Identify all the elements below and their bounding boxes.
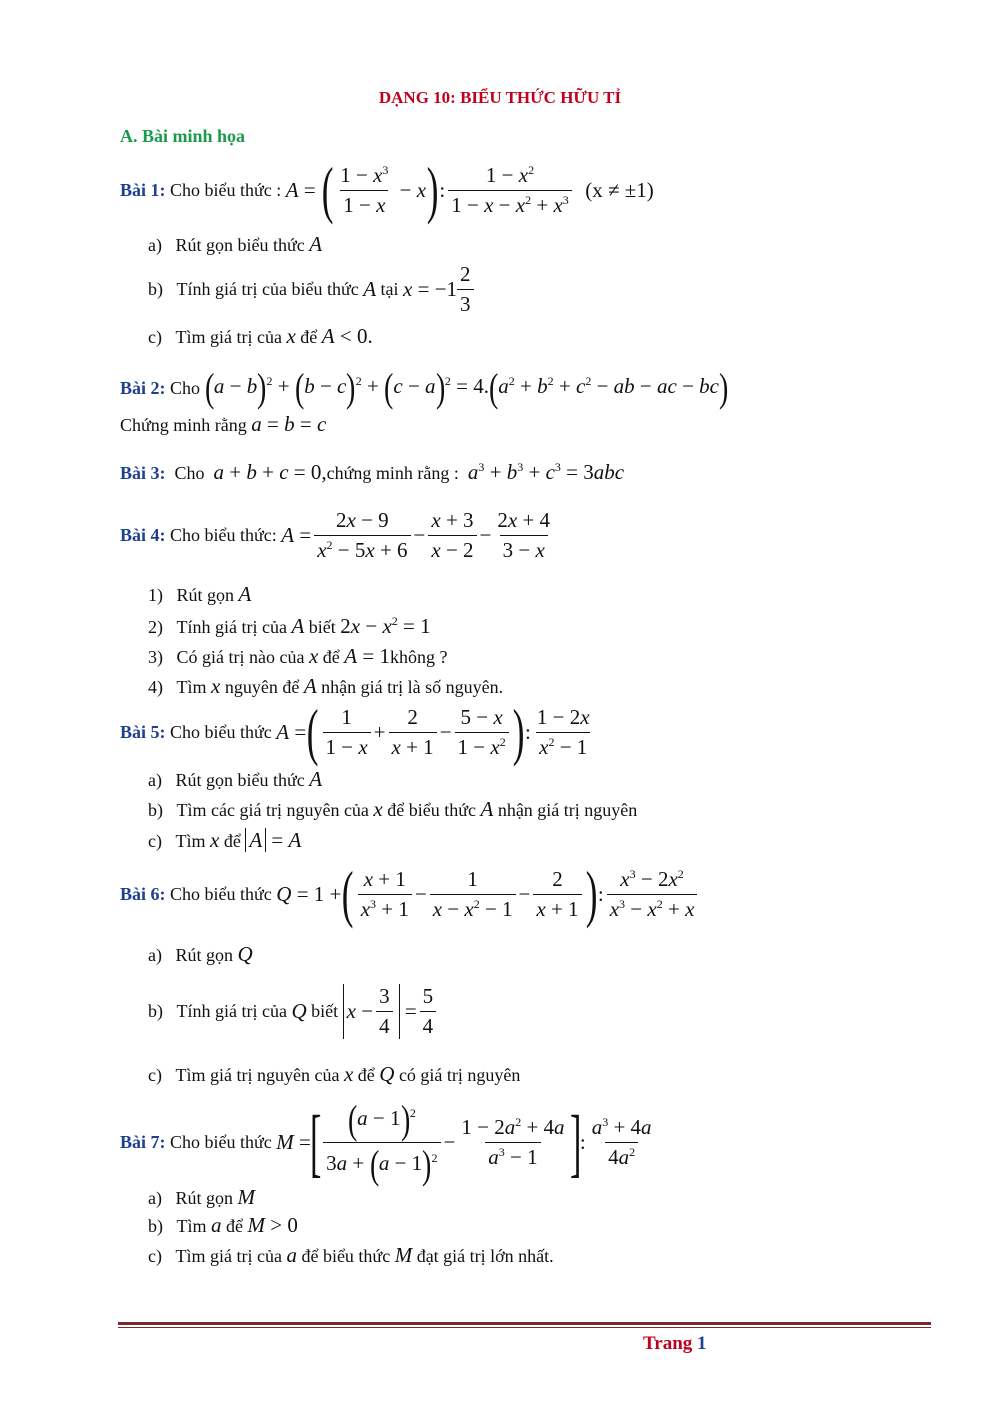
- problem-6: Bài 6: Cho biểu thức Q = 1 + ( $\frac{x + 1}{x^3 + 1}$ − $\frac{1}{x - x^2 - 1}$ − $\frac{2}{x + 1}$ ) : $\frac{x^3 - 2x^2}{x^3 - x^2 + x}$: [120, 862, 700, 926]
- condition-text: (x ≠ ±1): [585, 177, 654, 202]
- sub-item: c) Tìm giá trị của x để A < 0.: [148, 324, 373, 348]
- math-expression: A: [285, 177, 299, 202]
- sub-item: 2) Tính giá trị của A biết $2x - x^2 = 1$: [148, 614, 431, 638]
- sub-item: a) Rút gọn M: [148, 1185, 255, 1209]
- sub-item: 3) Có giá trị nào của x để A = 1không ?: [148, 644, 448, 668]
- math-fraction: $\frac{1 - x^2}{1 - x - x^2 + x^3}$: [448, 163, 572, 218]
- sub-item: b) Tính giá trị của Q biết x − $\frac{3}{4}$ = $\frac{5}{4}$: [148, 984, 439, 1039]
- sub-item: c) Tìm giá trị nguyên của x để Q có giá trị nguyên: [148, 1062, 521, 1086]
- problem-7: Bài 7: Cho biểu thức M = [ $\frac{(a - 1)^2}{3a + (a - 1)^2}$ − $\frac{1 - 2a^2 + 4a}{a^3 - 1}$ ] : $\frac{a^3 + 4a}{4a^2}$: [120, 1097, 652, 1187]
- sub-item: a) Rút gọn biểu thức A: [148, 232, 323, 256]
- sub-item: b) Tìm các giá trị nguyên của x để biểu thức A nhận giá trị nguyên: [148, 797, 638, 821]
- sub-item: b) Tìm a để M > 0: [148, 1213, 298, 1237]
- footer-rule-thin: [118, 1327, 931, 1328]
- sub-item: a) Rút gọn biểu thức A: [148, 767, 323, 791]
- sub-item: c) Tìm giá trị của a để biểu thức M đạt giá trị lớn nhất.: [148, 1243, 554, 1267]
- problem-1: Bài 1: Cho biểu thức : A = ( $\frac{1 - x^3}{1 - x}$ − x ) : $\frac{1 - x^2}{1 - x - x^2 + x^3}$ (x ≠ ±1): [120, 154, 654, 225]
- section-heading: A. Bài minh họa: [120, 126, 246, 146]
- sub-item: c) Tìm x để A = A: [148, 828, 302, 852]
- problem-2: Bài 2: Cho $(a - b)^2 + (b - c)^2 + (c - a)^2 = 4.(a^2 + b^2 + c^2$ − ab − ac − bc): [120, 365, 729, 410]
- problem-4: Bài 4: Cho biểu thức: A = $\frac{2x - 9}{x^2 - 5x + 6}$ − $\frac{x + 3}{x - 2}$ − $\frac{2x + 4}{3 - x}$: [120, 508, 551, 562]
- page-number: Trang 1: [643, 1333, 707, 1354]
- footer-rule: [118, 1322, 931, 1325]
- sub-item: 1) Rút gọn A: [148, 582, 252, 606]
- problem-3: Bài 3: Cho a + b + c = 0,chứng minh rằng : $a^3 + b^3 + c^3 = 3abc$: [120, 460, 625, 484]
- sub-item: 4) Tìm x nguyên để A nhận giá trị là số nguyên.: [148, 674, 504, 698]
- problem-text: Cho biểu thức :: [170, 179, 282, 200]
- problem-5: Bài 5: Cho biểu thức A = ( $\frac{1}{1 - x}$ + $\frac{2}{x + 1}$ − $\frac{5 - x}{1 - x^2}$ ) : $\frac{1 - 2x}{x^2 - 1}$: [120, 696, 590, 767]
- sub-item: a) Rút gọn Q: [148, 942, 253, 966]
- math-fraction: $\frac{1 - x^3}{1 - x}$: [340, 162, 389, 217]
- problem-2-claim: Chứng minh rằng a = b = c: [120, 412, 327, 436]
- page-title: DẠNG 10: BIỂU THỨC HỮU TỈ: [378, 88, 622, 107]
- sub-item: b) Tính giá trị của biểu thức A tại x = −1 $\frac{2}{3}$: [148, 262, 477, 317]
- problem-label: Bài 1:: [120, 179, 166, 200]
